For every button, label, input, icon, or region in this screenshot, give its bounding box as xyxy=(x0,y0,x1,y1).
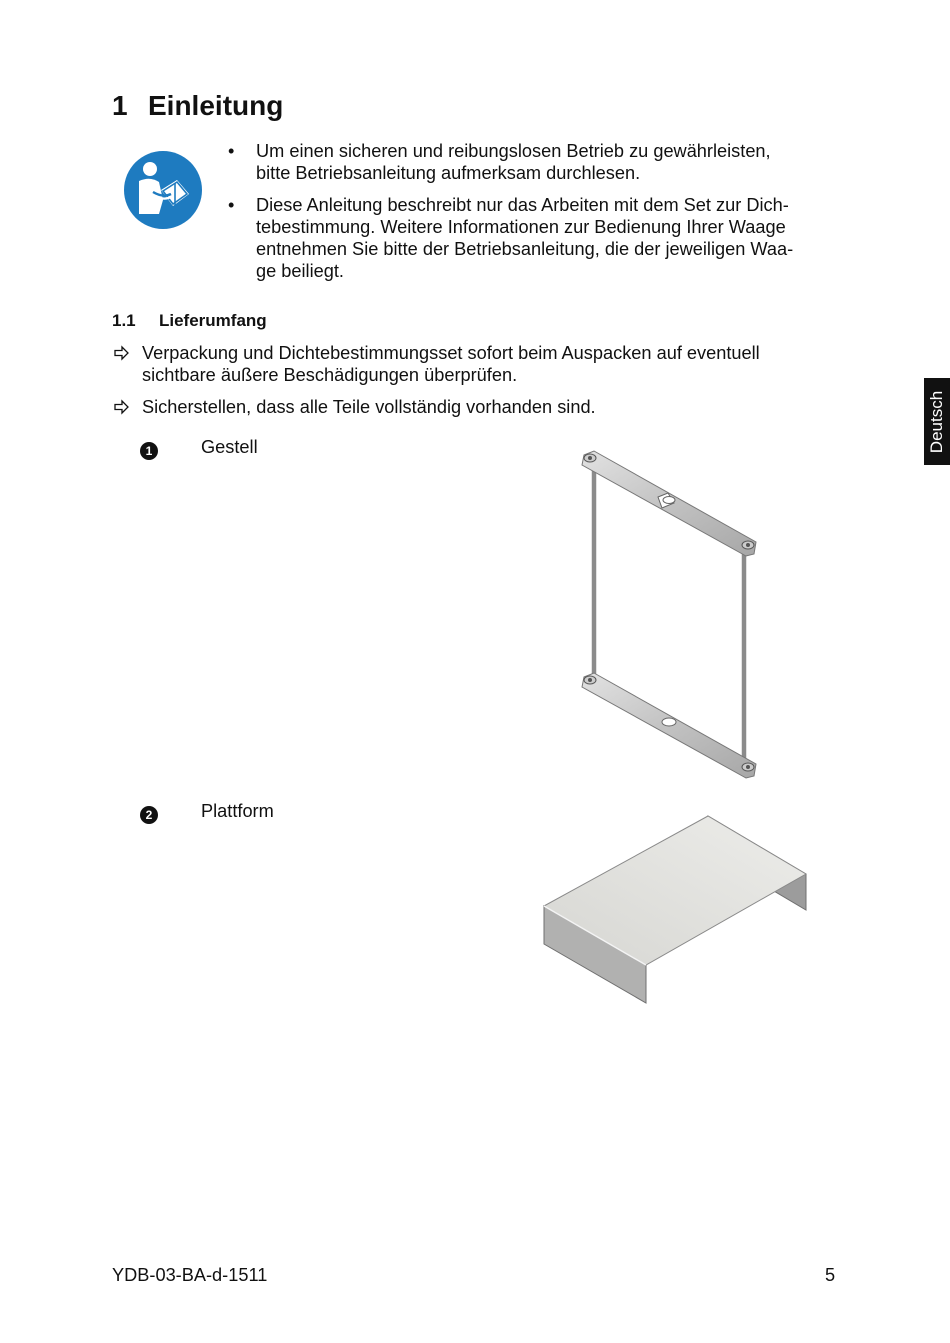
section-title: Lieferumfang xyxy=(159,311,267,330)
chapter-heading xyxy=(112,90,283,122)
chapter-number: 1 xyxy=(112,90,128,121)
bullet-text-line: tebestimmung. Weitere Informationen zur Bedienung Ihrer Waage xyxy=(256,217,786,237)
bullet-dot: • xyxy=(228,141,235,161)
language-side-tab xyxy=(924,378,950,465)
read-instructions-icon xyxy=(123,150,203,230)
footer-document-id: YDB-03-BA-d-1511 xyxy=(112,1265,268,1285)
instruction-step xyxy=(112,342,832,386)
chapter-title: Einleitung xyxy=(148,90,284,121)
footer-page-number: 5 xyxy=(825,1265,836,1285)
part-label-plattform: Plattform xyxy=(201,801,274,821)
part-number-badge: 1 xyxy=(140,442,158,460)
intro-bullet-list xyxy=(228,140,838,292)
frame-illustration xyxy=(570,445,770,785)
part-number-badge: 2 xyxy=(140,806,158,824)
bullet-text-line: bitte Betriebsanleitung aufmerksam durchlesen. xyxy=(256,163,641,183)
bullet-text-line: ge beiliegt. xyxy=(256,261,344,281)
section-heading xyxy=(112,311,267,331)
section-number: 1.1 xyxy=(112,311,136,330)
intro-bullet-item xyxy=(228,140,838,184)
hollow-right-arrow-icon xyxy=(112,396,132,418)
platform-illustration xyxy=(540,810,815,1010)
bullet-text-line: Diese Anleitung beschreibt nur das Arbeiten mit dem Set zur Dich- xyxy=(256,195,789,215)
bullet-text-line: entnehmen Sie bitte der Betriebsanleitung, die der jeweiligen Waa- xyxy=(256,239,794,259)
language-tab-label: Deutsch xyxy=(927,390,946,453)
intro-bullet-item xyxy=(228,194,838,282)
part-label-gestell: Gestell xyxy=(201,437,258,457)
instruction-step xyxy=(112,396,832,418)
bullet-dot: • xyxy=(228,195,235,215)
step-text-line: Verpackung und Dichtebestimmungsset sofort beim Auspacken auf eventuell xyxy=(142,343,760,363)
hollow-right-arrow-icon xyxy=(112,342,132,364)
bullet-text-line: Um einen sicheren und reibungslosen Betrieb zu gewährleisten, xyxy=(256,141,771,161)
step-text-line: Sicherstellen, dass alle Teile vollständig vorhanden sind. xyxy=(142,397,596,417)
step-text-line: sichtbare äußere Beschädigungen überprüfen. xyxy=(142,365,518,385)
